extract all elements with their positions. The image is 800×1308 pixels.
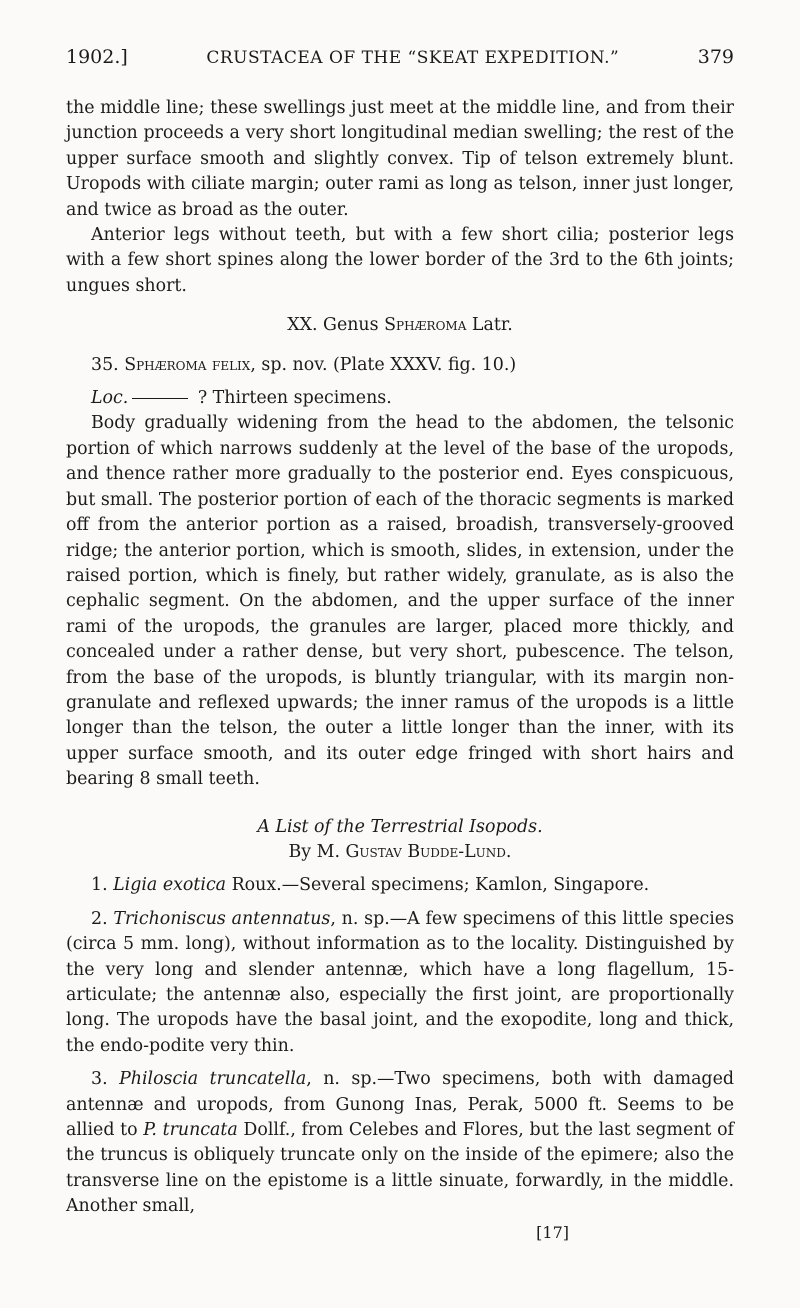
page-number: 379 [697, 46, 734, 68]
paragraph-legs: Anterior legs without teeth, but with a few short cilia; posterior legs with a few short spines along the lower border of the 3rd to the 6th joints; ungues short. [66, 225, 734, 296]
locality-rest: ? Thirteen specimens. [192, 388, 392, 409]
paragraph-description: Body gradually widening from the head to the abdomen, the telsonic portion of which narrows suddenly at the level of the base of the uropods, and thence rather more gradually to the posterior end. Eyes conspicuous, but small. The posterior portion of each of the thoracic segments is marked off from the anterior portion as a raised, broadish, transversely-grooved ridge; the anterior portion, which is smooth, slides, in extension, under the raised portion, which is finely, but rather widely, granulate, as is also the cephalic segment. On the abdomen, and the upper surface of the inner rami of the uropods, the granules are larger, placed more thickly, and concealed under a rather dense, but very short, pubescence. The telson, from the base of the uropods, is bluntly triangular, with its margin non-granulate and reflexed upwards; the inner ramus of the uropods is a little longer than the telson, the outer a little longer than the inner, with its upper surface smooth, and its outer edge fringed with short hairs and bearing 8 small teeth. [66, 413, 734, 790]
list-item-1 [66, 873, 734, 898]
list-title: A List of the Terrestrial Isopods. [257, 816, 543, 837]
header-year: 1902.] [66, 46, 128, 68]
item-1-rest: Roux.—Several specimens; Kamlon, Singapore. [226, 875, 650, 896]
item-3-name: Philoscia truncatella [119, 1069, 307, 1090]
body-text [66, 96, 734, 1245]
locality-line [66, 386, 734, 411]
species-number: 35. [91, 354, 125, 375]
header-title: CRUSTACEA OF THE “SKEAT EXPEDITION.” [206, 48, 620, 68]
item-2-num: 2. [91, 908, 114, 929]
species-rest: , sp. nov. (Plate XXXV. fig. 10.) [250, 354, 517, 375]
list-author [66, 840, 734, 865]
genus-name: Sphæroma [384, 315, 467, 336]
species-heading [66, 353, 734, 378]
author-prefix: By M. [288, 841, 346, 862]
list-item-2 [66, 907, 734, 1059]
item-2-name: Trichoniscus antennatus [113, 908, 331, 929]
paragraph-continued: the middle line; these swellings just meet at the middle line, and from their junction proceeds a very short longitudinal median swelling; the rest of the upper surface smooth and slightly convex. Tip of telson extremely blunt. Uropods with ciliate margin; outer rami as long as telson, inner just longer, and twice as broad as the outer. [66, 98, 734, 220]
author-name: Gustav Budde-Lund. [345, 841, 512, 862]
locality-label: Loc. [91, 388, 129, 409]
genus-suffix: Latr. [466, 315, 513, 336]
item-3-num: 3. [91, 1069, 120, 1090]
genus-heading [66, 313, 734, 338]
running-head [66, 46, 734, 68]
genus-prefix: XX. Genus [287, 315, 385, 336]
item-3-rest: Dollf., from Celebes and Flores, but the last segment of the truncus is obliquely truncate only on the inside of the epimere; also the transverse line on the epistome is a little sinuate, forwardly, in the middle. Another small, [66, 1120, 734, 1217]
locality-dash [132, 398, 188, 399]
item-2-rest: , n. sp.—A few specimens of this little species (circa 5 mm. long), without information as to the locality. Distinguished by the very long and slender antennæ, which have a long flagellum, 15-articulate; the antennæ also, especially the first joint, are proportionally long. The uropods have the basal joint, and the exopodite, long and thick, the endo-podite very thin. [66, 908, 734, 1056]
item-1-num: 1. [91, 875, 114, 896]
item-3-ref: P. truncata [143, 1120, 238, 1141]
species-name: Sphæroma felix [124, 354, 251, 375]
item-1-name: Ligia exotica [113, 875, 227, 896]
item-3-mid: , n. sp.—Two specimens, both with damaged antennæ and uropods, from Gunong Inas, Perak, 5000 ft. Seems to be allied to [66, 1069, 734, 1141]
list-item-3 [66, 1067, 734, 1219]
signature-mark: [17] [536, 1222, 569, 1242]
